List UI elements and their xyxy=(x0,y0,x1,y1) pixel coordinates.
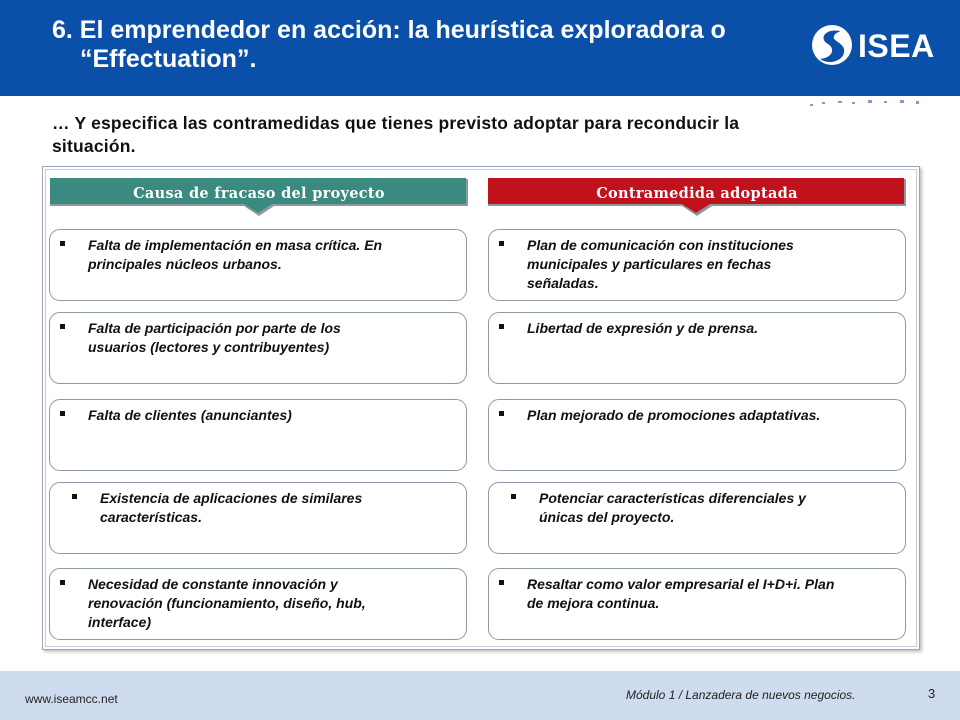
cause-text: Falta de clientes (anunciantes) xyxy=(88,407,292,423)
countermeasure-box xyxy=(488,399,906,471)
countermeasure-text: Potenciar características diferenciales y únicas del proyecto. xyxy=(539,490,806,525)
countermeasure-box xyxy=(488,229,906,301)
cause-box xyxy=(49,568,467,640)
bullet-icon xyxy=(60,241,65,246)
logo-text: ISEA xyxy=(858,28,935,64)
bullet-icon xyxy=(499,324,504,329)
bullet-icon xyxy=(499,241,504,246)
logo-swirl-icon xyxy=(810,22,854,68)
cause-column-header xyxy=(50,178,468,218)
cause-text: Necesidad de constante innovación y renovación (funcionamiento, diseño, hub, interface) xyxy=(88,576,366,630)
countermeasure-text: Plan de comunicación con instituciones municipales y particulares en fechas señaladas. xyxy=(527,237,794,291)
countermeasure-text: Libertad de expresión y de prensa. xyxy=(527,320,759,336)
countermeasure-box xyxy=(488,568,906,640)
cause-text: Existencia de aplicaciones de similares características. xyxy=(100,490,363,525)
footer-url: www.iseamcc.net xyxy=(25,692,118,706)
subtitle-line-1: … Y especifica las contramedidas que tienes previsto adoptar para reconducir la xyxy=(52,113,740,133)
cause-box xyxy=(49,312,467,384)
countermeasure-header-label: Contramedida adoptada xyxy=(596,185,798,202)
countermeasure-box xyxy=(488,312,906,384)
footer-module: Módulo 1 / Lanzadera de nuevos negocios. xyxy=(626,688,856,702)
countermeasure-text: Plan mejorado de promociones adaptativas. xyxy=(527,407,821,423)
bullet-icon xyxy=(60,411,65,416)
countermeasure-box xyxy=(488,482,906,554)
bullet-icon xyxy=(499,580,504,585)
cause-header-label: Causa de fracaso del proyecto xyxy=(133,185,385,202)
bullet-icon xyxy=(499,411,504,416)
cause-box xyxy=(49,229,467,301)
slide-title xyxy=(52,16,792,74)
title-line-2: “Effectuation”. xyxy=(80,45,257,73)
cause-text: Falta de participación por parte de los usuarios (lectores y contribuyentes) xyxy=(88,320,341,355)
cause-text: Falta de implementación en masa crítica. En principales núcleos urbanos. xyxy=(88,237,383,272)
bullet-icon xyxy=(72,494,77,499)
countermeasure-column-header xyxy=(488,178,906,218)
bullet-icon xyxy=(511,494,516,499)
bullet-icon xyxy=(60,580,65,585)
subtitle xyxy=(52,112,922,158)
cause-box xyxy=(49,399,467,471)
logo-dots-decoration xyxy=(808,96,928,108)
cause-box xyxy=(49,482,467,554)
subtitle-line-2: situación. xyxy=(52,136,136,156)
countermeasure-text: Resaltar como valor empresarial el I+D+i. Plan de mejora continua. xyxy=(527,576,835,611)
title-line-1: 6. El emprendedor en acción: la heurística exploradora o xyxy=(52,16,726,44)
bullet-icon xyxy=(60,324,65,329)
isea-logo xyxy=(810,22,950,72)
page-number: 3 xyxy=(928,686,936,701)
